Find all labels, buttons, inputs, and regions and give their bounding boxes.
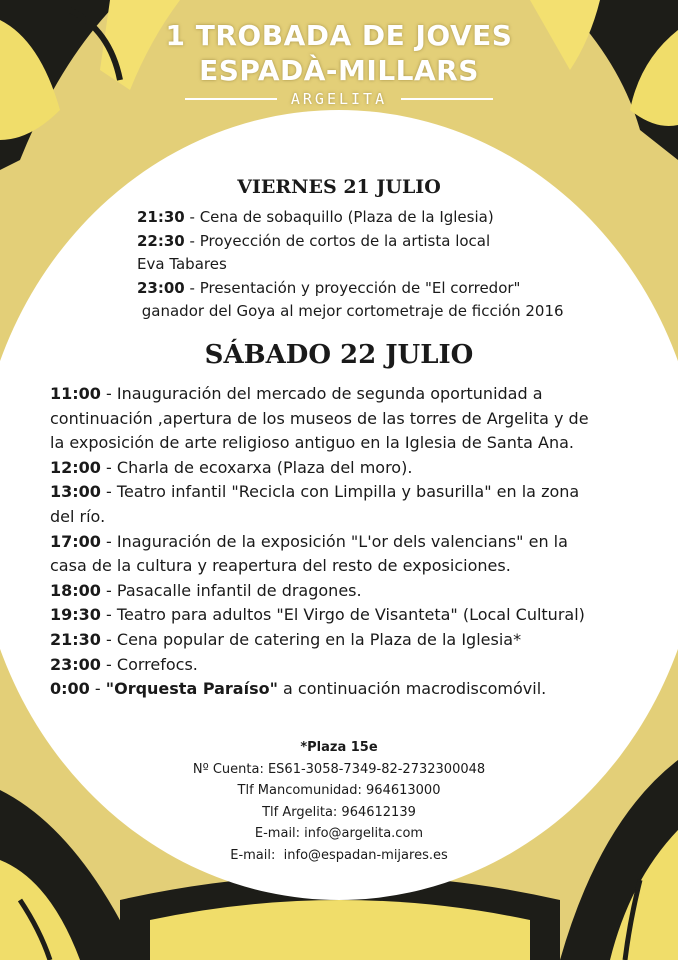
schedule-text: - Teatro para adultos "El Virgo de Visanteta" (Local Cultural)	[106, 605, 585, 625]
schedule-item	[50, 603, 660, 628]
schedule-text: - Inauguración del mercado de segunda oportunidad a	[106, 384, 543, 403]
schedule-item	[50, 530, 660, 579]
schedule-text: - Cena de sobaquillo (Plaza de la Iglesia)	[189, 208, 494, 226]
schedule-item	[50, 653, 660, 678]
schedule-text: casa de la cultura y reapertura del resto de exposiciones.	[50, 556, 511, 576]
schedule-text: - Inaguración de la exposición "L'or dels valencians" en la	[106, 531, 568, 551]
schedule-time: 23:00	[50, 654, 101, 674]
schedule-text: - Cena popular de catering en la Plaza de la Iglesia*	[106, 629, 522, 649]
subtitle-row	[0, 90, 678, 108]
schedule-item	[50, 628, 660, 653]
schedule-item	[50, 382, 660, 456]
bank-account: Nº Cuenta: ES61-3058-7349-82-2732300048	[192, 761, 486, 777]
schedule-text: - Pasacalle infantil de dragones.	[106, 580, 362, 600]
schedule-text: Eva Tabares	[137, 255, 227, 273]
schedule-time: 21:30	[50, 629, 101, 649]
day-1-heading: VIERNES 21 JULIO	[237, 176, 441, 198]
schedule-text: a continuación macrodiscomóvil.	[277, 679, 547, 699]
schedule-text: ganador del Goya al mejor cortometraje de ficción 2016	[137, 302, 564, 320]
schedule-item	[137, 277, 637, 324]
schedule-text: - Proyección de cortos de la artista local	[189, 231, 491, 250]
schedule-item	[50, 480, 660, 529]
schedule-item	[50, 456, 660, 481]
schedule-time: 19:30	[50, 605, 101, 625]
subtitle: ARGELITA	[290, 90, 388, 108]
schedule-time: 22:30	[137, 231, 185, 250]
title-line-2: ESPADÀ-MILLARS	[199, 54, 479, 87]
schedule-text: - Charla de ecoxarxa (Plaza del moro).	[106, 457, 413, 477]
day-2-heading: SÁBADO 22 JULIO	[204, 340, 474, 370]
divider-right	[401, 98, 493, 100]
schedule-text: -	[94, 679, 106, 699]
day-1-schedule	[137, 206, 637, 324]
phone-mancomunidad: Tlf Mancomunidad: 964613000	[237, 783, 441, 798]
schedule-time: 23:00	[137, 278, 185, 297]
poster-header	[0, 18, 678, 108]
footnote: *Plaza 15e	[300, 740, 378, 755]
schedule-time: 18:00	[50, 580, 101, 600]
schedule-time: 0:00	[50, 679, 90, 699]
schedule-item	[137, 230, 637, 277]
email-argelita[interactable]: E-mail: info@argelita.com	[254, 826, 424, 841]
email-espadan[interactable]: E-mail: info@espadan-mijares.es	[230, 847, 448, 863]
contact-info	[0, 737, 678, 866]
schedule-text: del río.	[50, 506, 106, 526]
schedule-text: continuación ,apertura de los museos de las torres de Argelita y de	[50, 408, 589, 428]
schedule-item	[137, 206, 637, 230]
schedule-time: 12:00	[50, 457, 101, 477]
schedule-time: 13:00	[50, 482, 101, 502]
day-2-schedule	[50, 382, 660, 702]
divider-left	[185, 98, 277, 100]
schedule-time: 11:00	[50, 384, 101, 403]
schedule-time: 21:30	[137, 208, 185, 226]
title-line-1: 1 TROBADA DE JOVES	[165, 19, 513, 52]
schedule-item	[50, 579, 660, 604]
schedule-time: 17:00	[50, 531, 101, 551]
schedule-item	[50, 677, 660, 702]
schedule-text: - Correfocs.	[106, 654, 198, 674]
band-name: "Orquesta Paraíso"	[105, 679, 278, 699]
schedule-text: la exposición de arte religioso antiguo en la Iglesia de Santa Ana.	[50, 433, 574, 453]
phone-argelita: Tlf Argelita: 964612139	[262, 804, 416, 820]
schedule-text: - Teatro infantil "Recicla con Limpilla y basurilla" en la zona	[106, 482, 580, 502]
schedule-text: - Presentación y proyección de "El corredor"	[189, 278, 521, 297]
